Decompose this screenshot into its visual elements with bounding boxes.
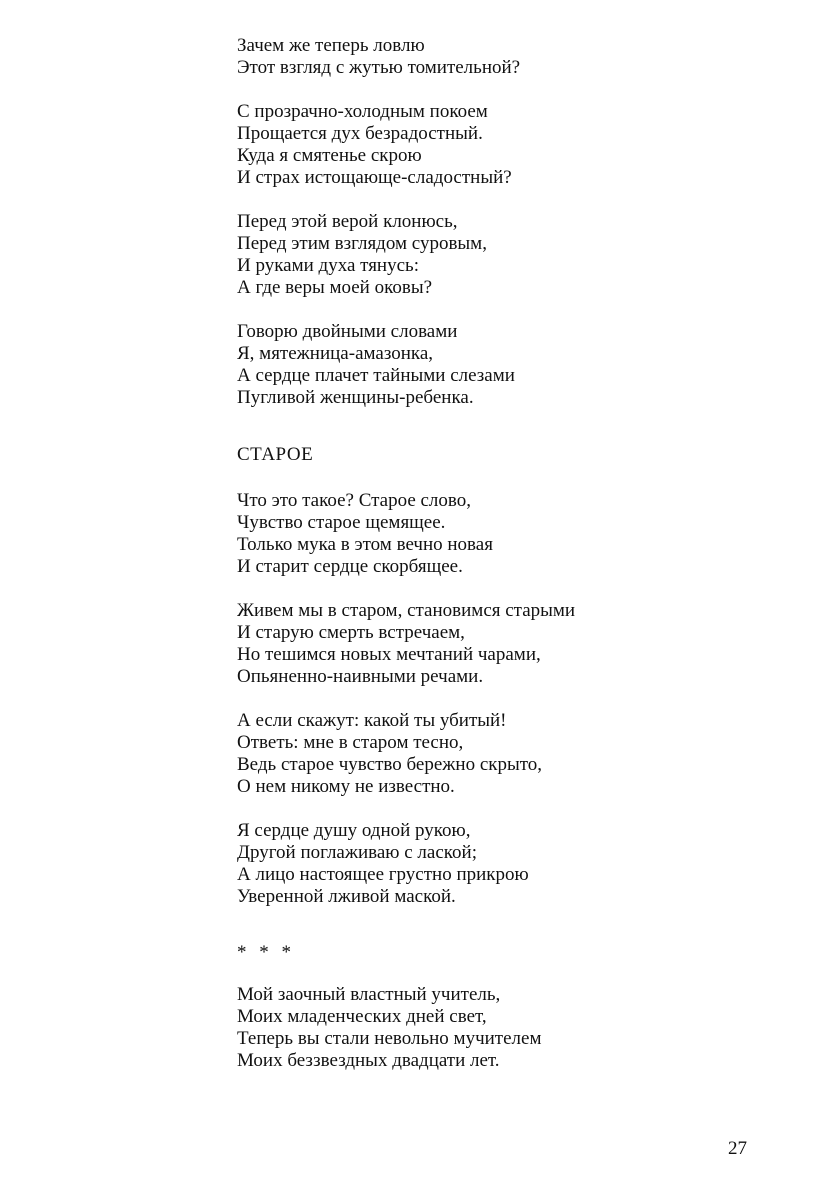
poem-content: [237, 35, 797, 1072]
poem-line: И старит сердце скорбящее.: [237, 556, 463, 577]
poem-line: И страх истощающе-сладостный?: [237, 167, 512, 188]
stanza: [237, 820, 797, 908]
poem-line: Я, мятежница-амазонка,: [237, 343, 434, 364]
stanza: [237, 211, 797, 299]
poem-line: Моих младенческих дней свет,: [237, 1006, 487, 1027]
page-number: 27: [728, 1138, 747, 1159]
poem-line: Говорю двойными словами: [237, 321, 458, 342]
stanza: [237, 321, 797, 409]
stanza: [237, 710, 797, 798]
poem-line: Ведь старое чувство бережно скрыто,: [237, 754, 543, 775]
poem-title: СТАРОЕ: [237, 444, 314, 465]
poem-line: Что это такое? Старое слово,: [237, 490, 472, 511]
stanza: [237, 600, 797, 688]
poem-line: Зачем же теперь ловлю: [237, 35, 425, 56]
poem-line: И старую смерть встречаем,: [237, 622, 465, 643]
stanza: [237, 490, 797, 578]
poem-line: А где веры моей оковы?: [237, 277, 433, 298]
poem-line: Этот взгляд с жутью томительной?: [237, 57, 521, 78]
poem-line: Мой заочный властный учитель,: [237, 984, 501, 1005]
poem-line: Пугливой женщины-ребенка.: [237, 387, 474, 408]
stanza: [237, 101, 797, 189]
poem-line: Но тешимся новых мечтаний чарами,: [237, 644, 541, 665]
poem-line: Прощается дух безрадостный.: [237, 123, 483, 144]
poem-line: Ответь: мне в старом тесно,: [237, 732, 464, 753]
poem-line: О нем никому не известно.: [237, 776, 455, 797]
poem-line: Теперь вы стали невольно мучителем: [237, 1028, 542, 1049]
stanza: [237, 984, 797, 1072]
poem-line: А лицо настоящее грустно прикрою: [237, 864, 529, 885]
poem-line: А если скажут: какой ты убитый!: [237, 710, 507, 731]
poem-line: Живем мы в старом, становимся старыми: [237, 600, 576, 621]
poem-section: [237, 942, 797, 1072]
poem-section: [237, 444, 797, 908]
poem-line: Чувство старое щемящее.: [237, 512, 446, 533]
poem-section: [237, 35, 797, 409]
poem-line: А сердце плачет тайными слезами: [237, 365, 515, 386]
poem-page: [237, 35, 797, 1094]
poem-line: Перед этим взглядом суровым,: [237, 233, 487, 254]
poem-line: Уверенной лживой маской.: [237, 886, 456, 907]
poem-line: Куда я смятенье скрою: [237, 145, 422, 166]
poem-line: Другой поглаживаю с лаской;: [237, 842, 477, 863]
poem-line: Только мука в этом вечно новая: [237, 534, 493, 555]
poem-line: Перед этой верой клонюсь,: [237, 211, 458, 232]
poem-line: И руками духа тянусь:: [237, 255, 419, 276]
poem-line: С прозрачно-холодным покоем: [237, 101, 488, 122]
poem-line: Опьяненно-наивными речами.: [237, 666, 484, 687]
poem-title: * * *: [237, 942, 295, 963]
stanza: [237, 35, 797, 79]
poem-line: Моих беззвездных двадцати лет.: [237, 1050, 500, 1071]
poem-line: Я сердце душу одной рукою,: [237, 820, 471, 841]
